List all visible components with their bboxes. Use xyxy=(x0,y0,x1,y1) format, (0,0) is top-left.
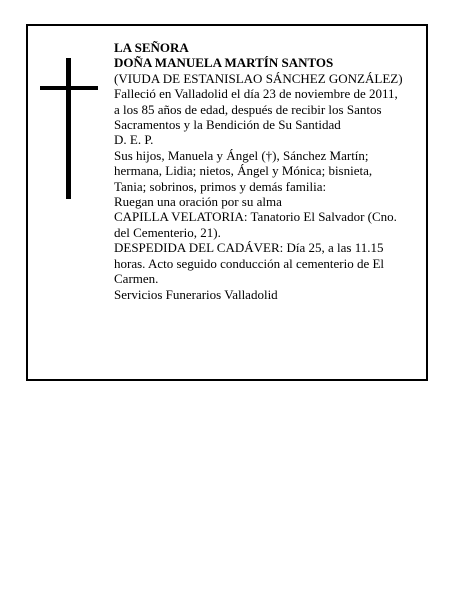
death-line: Falleció en Valladolid el día 23 de noviembre de 2011, xyxy=(114,86,398,102)
cross-icon xyxy=(40,58,98,199)
obituary-notice xyxy=(26,24,428,381)
death-line: a los 85 años de edad, después de recibir los Santos xyxy=(114,101,382,117)
funeral-home: Servicios Funerarios Valladolid xyxy=(114,286,278,302)
deceased-name: DOÑA MANUELA MARTÍN SANTOS xyxy=(114,55,334,71)
wake-line: del Cementerio, 21). xyxy=(114,224,221,240)
farewell-line: Carmen. xyxy=(114,271,159,287)
obituary-text xyxy=(114,40,426,302)
prayer-line: Ruegan una oración por su alma xyxy=(114,194,282,210)
widow-line: (VIUDA DE ESTANISLAO SÁNCHEZ GONZÁLEZ) xyxy=(114,70,403,86)
family-line: hermana, Lidia; nietos, Ángel y Mónica; bisnieta, xyxy=(114,163,373,179)
cross-vertical-bar xyxy=(66,58,71,199)
notice-heading: LA SEÑORA xyxy=(114,40,189,55)
family-line: Sus hijos, Manuela y Ángel (†), Sánchez Martín; xyxy=(114,147,369,163)
farewell-line: horas. Acto seguido conducción al cementerio de El xyxy=(114,255,385,271)
death-line: Sacramentos y la Bendición de Su Santidad xyxy=(114,117,341,133)
wake-line: CAPILLA VELATORIA: Tanatorio El Salvador (Cno. xyxy=(114,209,397,225)
cross-horizontal-bar xyxy=(40,86,98,90)
family-line: Tania; sobrinos, primos y demás familia: xyxy=(114,178,327,194)
farewell-line: DESPEDIDA DEL CADÁVER: Día 25, a las 11.15 xyxy=(114,240,384,256)
rip-line: D. E. P. xyxy=(114,132,154,148)
